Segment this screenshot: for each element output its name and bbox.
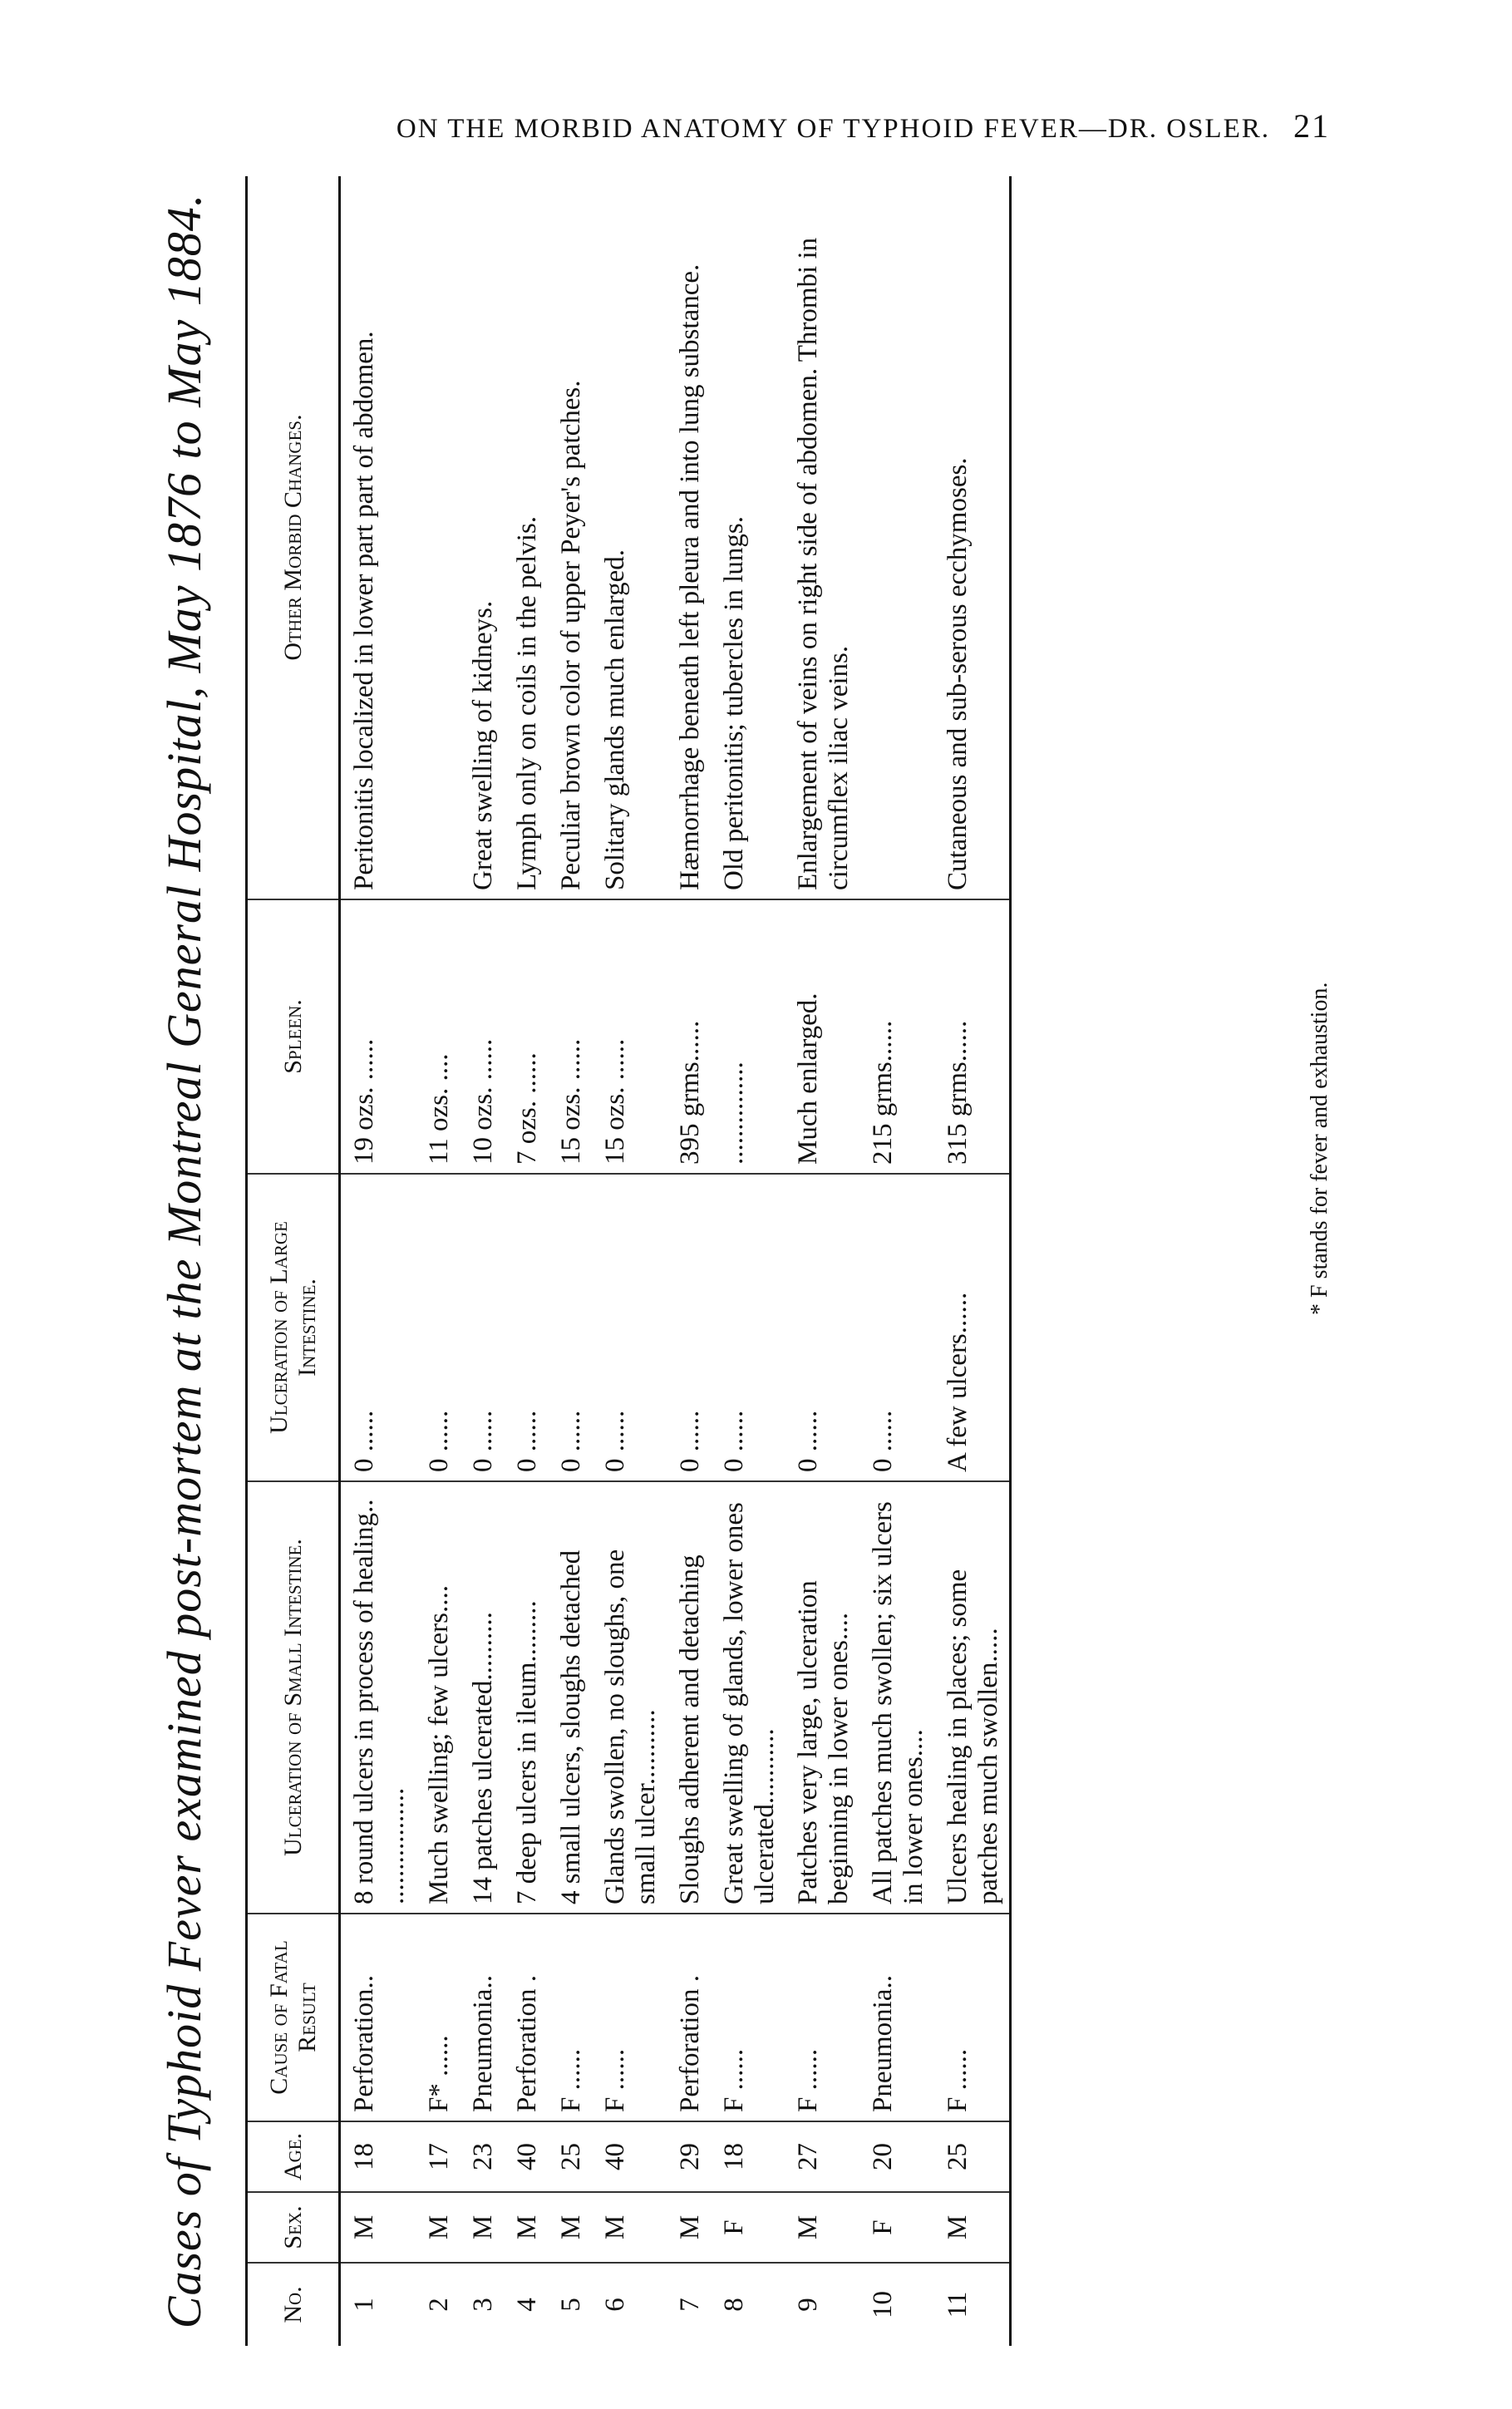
- running-head-title: ON THE MORBID ANATOMY OF TYPHOID FEVER—DR. OSLER.: [396, 114, 1270, 144]
- header-no: No.: [247, 2263, 340, 2346]
- cell-sex: M: [504, 2192, 548, 2263]
- footnote: * F stands for fever and exhaustion.: [1307, 982, 1332, 1315]
- cell-other: Enlargement of veins on right side of abdomen. Thrombi in circumflex iliac veins.: [785, 176, 859, 899]
- cell-large: 0 ......: [504, 1174, 548, 1481]
- cell-no: 5: [555, 2298, 586, 2312]
- cell-other: Cutaneous and sub-serous ecchymoses.: [934, 176, 1010, 899]
- cell-no: 10: [868, 2291, 899, 2318]
- header-row: [247, 176, 340, 2346]
- cell-cause: Pneumonia..: [859, 1914, 934, 2121]
- cell-small: Much swelling; few ulcers....: [416, 1481, 460, 1914]
- header-age: Age.: [247, 2121, 340, 2192]
- cell-cause: F ......: [934, 1914, 1010, 2121]
- cell-no: 6: [599, 2298, 630, 2312]
- cell-cause: Pneumonia..: [460, 1914, 504, 2121]
- cell-sex: M: [416, 2192, 460, 2263]
- cell-no: 11: [934, 2263, 1010, 2346]
- cell-large: 0 ......: [460, 1174, 504, 1481]
- header-spleen: Spleen.: [247, 899, 340, 1174]
- cell-large: A few ulcers......: [934, 1174, 1010, 1481]
- cell-other: [859, 176, 934, 899]
- cell-spleen: 215 grms......: [859, 899, 934, 1174]
- running-head: [0, 106, 1330, 145]
- cell-spleen: 7 ozs. ......: [504, 899, 548, 1174]
- cell-spleen: 315 grms......: [934, 899, 1010, 1174]
- cell-sex: F: [859, 2192, 934, 2263]
- cell-small: Patches very large, ulceration beginning in lower ones....: [785, 1481, 859, 1914]
- cell-age: 29: [667, 2121, 711, 2192]
- table-row: [785, 176, 859, 2346]
- cell-large: 0 ......: [667, 1174, 711, 1481]
- cell-spleen: 19 ozs. ......: [340, 899, 416, 1174]
- cell-age: 18: [711, 2121, 786, 2192]
- cell-large: 0 ......: [340, 1174, 416, 1481]
- cell-small: Ulcers healing in places; some patches much swollen.....: [934, 1481, 1010, 1914]
- cell-small: Glands swollen, no sloughs, one small ulcer...........: [592, 1481, 667, 1914]
- cell-age: 23: [460, 2121, 504, 2192]
- cell-age: 17: [416, 2121, 460, 2192]
- table-row: [504, 176, 548, 2346]
- cell-age: 40: [592, 2121, 667, 2192]
- cell-age: 40: [504, 2121, 548, 2192]
- cell-other: Peculiar brown color of upper Peyer's patches.: [548, 176, 592, 899]
- header-small-intestine: Ulceration of Small Intestine.: [247, 1481, 340, 1914]
- table-row: [667, 176, 711, 2346]
- cell-other: Hæmorrhage beneath left pleura and into lung substance.: [667, 176, 711, 899]
- cell-other: Great swelling of kidneys.: [460, 176, 504, 899]
- table-row: [416, 176, 460, 2346]
- cell-sex: M: [592, 2192, 667, 2263]
- cell-no: 1: [349, 2298, 379, 2312]
- cell-cause: F* ......: [416, 1914, 460, 2121]
- cell-no: 2: [423, 2298, 454, 2312]
- cell-large: 0 ......: [592, 1174, 667, 1481]
- cell-small: Great swelling of glands, lower ones ulcerated...........: [711, 1481, 786, 1914]
- cell-large: 0 ......: [859, 1174, 934, 1481]
- cell-spleen: 15 ozs. ......: [548, 899, 592, 1174]
- cell-cause: Perforation .: [504, 1914, 548, 2121]
- cell-other: [416, 176, 460, 899]
- cell-age: 27: [785, 2121, 859, 2192]
- cell-no: 3: [467, 2298, 498, 2312]
- cell-sex: M: [340, 2192, 416, 2263]
- rotated-table-block: [141, 176, 1388, 2346]
- table-row: [859, 176, 934, 2346]
- table-row: [711, 176, 786, 2346]
- cell-cause: Perforation..: [340, 1914, 416, 2121]
- cell-sex: F: [711, 2192, 786, 2263]
- cell-no: 9: [793, 2298, 824, 2312]
- header-other-changes: Other Morbid Changes.: [247, 176, 340, 899]
- cell-large: 0 ......: [416, 1174, 460, 1481]
- cell-age: 18: [340, 2121, 416, 2192]
- cell-cause: F ......: [592, 1914, 667, 2121]
- cell-spleen: Much enlarged.: [785, 899, 859, 1174]
- cell-no: 4: [511, 2298, 542, 2312]
- page-number: 21: [1293, 107, 1330, 145]
- cell-sex: M: [460, 2192, 504, 2263]
- cell-age: 20: [859, 2121, 934, 2192]
- cell-no: 7: [674, 2298, 705, 2312]
- table-row: [460, 176, 504, 2346]
- cell-no: 8: [718, 2298, 749, 2312]
- header-cause: Cause of Fatal Result: [247, 1914, 340, 2121]
- cell-spleen: 11 ozs. ....: [416, 899, 460, 1174]
- cell-large: 0 ......: [785, 1174, 859, 1481]
- header-sex: Sex.: [247, 2192, 340, 2263]
- cell-other: Solitary glands much enlarged.: [592, 176, 667, 899]
- table-row: [934, 176, 1010, 2346]
- cell-cause: F ......: [548, 1914, 592, 2121]
- cell-age: 25: [934, 2121, 1010, 2192]
- cell-sex: M: [785, 2192, 859, 2263]
- cell-age: 25: [548, 2121, 592, 2192]
- cell-other: Old peritonitis; tubercles in lungs.: [711, 176, 786, 899]
- cell-small: All patches much swollen; six ulcers in lower ones....: [859, 1481, 934, 1914]
- cell-other: Peritonitis localized in lower part part of abdomen.: [340, 176, 416, 899]
- cell-spleen: 15 ozs. ......: [592, 899, 667, 1174]
- cell-spleen: 395 grms......: [667, 899, 711, 1174]
- table-body: [340, 176, 1011, 2346]
- cell-spleen: 10 ozs. ......: [460, 899, 504, 1174]
- cases-table: [245, 176, 1012, 2346]
- cell-small: 8 round ulcers in process of healing.. .................: [340, 1481, 416, 1914]
- cell-small: Sloughs adherent and detaching: [667, 1481, 711, 1914]
- cell-small: 4 small ulcers, sloughs detached: [548, 1481, 592, 1914]
- table-row: [592, 176, 667, 2346]
- cell-small: 7 deep ulcers in ileum.........: [504, 1481, 548, 1914]
- cell-cause: F ......: [711, 1914, 786, 2121]
- cell-spleen: ...............: [711, 899, 786, 1174]
- header-large-intestine: Ulceration of Large Intestine.: [247, 1174, 340, 1481]
- cell-large: 0 ......: [711, 1174, 786, 1481]
- cell-sex: M: [934, 2192, 1010, 2263]
- cell-sex: M: [548, 2192, 592, 2263]
- table-caption: Cases of Typhoid Fever examined post-mortem at the Montreal General Hospital, May 1876 to May 1884.: [157, 193, 211, 2329]
- table-row: [340, 176, 416, 2346]
- cell-cause: F ......: [785, 1914, 859, 2121]
- cell-sex: M: [667, 2192, 711, 2263]
- cell-small: 14 patches ulcerated..........: [460, 1481, 504, 1914]
- cell-large: 0 ......: [548, 1174, 592, 1481]
- cell-other: Lymph only on coils in the pelvis.: [504, 176, 548, 899]
- table-row: [548, 176, 592, 2346]
- cell-cause: Perforation .: [667, 1914, 711, 2121]
